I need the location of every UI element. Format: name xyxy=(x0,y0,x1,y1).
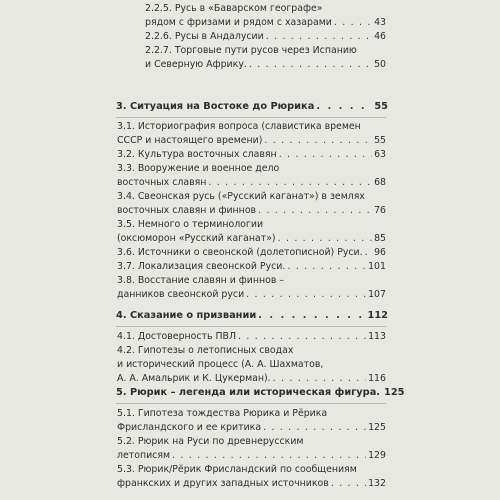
toc-page-number: 76 xyxy=(374,205,386,216)
chapter-divider xyxy=(116,326,386,327)
leader-dots xyxy=(365,246,372,260)
toc-page-number: 85 xyxy=(374,233,386,244)
toc-entry-text: 5.2. Рюрик на Руси по древнерусским xyxy=(117,436,304,447)
toc-entry-text: 2.2.6. Русы в Андалусии xyxy=(145,31,264,42)
toc-entry-text: рядом с фризами и рядом с хазарами xyxy=(145,17,332,28)
leader-dots xyxy=(278,232,372,246)
toc-entry-3-4 xyxy=(117,190,386,204)
chapter-divider xyxy=(116,403,386,404)
toc-entry-3-1 xyxy=(117,120,386,134)
toc-page-number: 50 xyxy=(374,59,386,70)
toc-entry-text: 3.7. Локализация свеонской Руси. xyxy=(117,261,286,272)
leader-dots xyxy=(258,204,372,218)
toc-page-number: 116 xyxy=(368,373,386,384)
toc-entry-text: летописям xyxy=(117,450,171,461)
toc-entry-3-6 xyxy=(117,246,386,260)
toc-chapter-4 xyxy=(116,309,388,323)
toc-page-number: 96 xyxy=(374,247,386,258)
leader-dots xyxy=(249,58,372,72)
toc-entry-text: 3.4. Свеонская русь («Русский каганат») в землях xyxy=(117,191,365,202)
chapter-title: 4. Сказание о призвании xyxy=(116,310,257,321)
toc-page-number: 107 xyxy=(368,289,386,300)
toc-entry-text: и Северную Африку. xyxy=(145,59,247,70)
toc-entry-5-2-cont xyxy=(117,449,386,463)
toc-page-number: 43 xyxy=(374,17,386,28)
toc-page-number: 113 xyxy=(368,331,386,342)
toc-entry-2-2-5 xyxy=(145,2,386,16)
toc-entry-text: данников свеонской руси xyxy=(117,289,245,300)
toc-entry-text: 5.3. Рюрик/Рёрик Фрисландский по сообщениям xyxy=(117,464,357,475)
toc-page-number: 46 xyxy=(374,31,386,42)
leader-dots xyxy=(273,372,366,386)
leader-dots xyxy=(316,100,372,114)
toc-page-number: 125 xyxy=(384,387,405,398)
toc-entry-text: 3.2. Культура восточных славян xyxy=(117,149,277,160)
toc-entry-text: 3.3. Вооружение и военное дело xyxy=(117,163,280,174)
toc-page-number: 55 xyxy=(374,101,388,112)
toc-entry-3-4-cont xyxy=(117,204,386,218)
leader-dots xyxy=(287,260,366,274)
leader-dots xyxy=(208,176,372,190)
toc-entry-text: (оксюморон «Русский каганат») xyxy=(117,233,276,244)
leader-dots xyxy=(238,330,366,344)
toc-page-number: 125 xyxy=(368,422,386,433)
toc-page-number: 132 xyxy=(368,478,386,489)
toc-entry-3-1-cont xyxy=(117,134,386,148)
leader-dots xyxy=(258,309,365,323)
toc-entry-text: 3.1. Историография вопроса (славистика времен xyxy=(117,121,361,132)
toc-entry-text: 4.2. Гипотезы о летописных сводах xyxy=(117,345,294,356)
toc-page-number: 55 xyxy=(374,135,386,146)
toc-page-number: 112 xyxy=(367,310,388,321)
toc-entry-text: 5.1. Гипотеза тождества Рюрика и Рёрика xyxy=(117,408,328,419)
toc-entry-2-2-7 xyxy=(145,44,386,58)
toc-entry-4-2-cont2 xyxy=(117,372,386,386)
toc-entry-4-1 xyxy=(117,330,386,344)
toc-entry-text: 4.1. Достоверность ПВЛ xyxy=(117,331,237,342)
toc-entry-text: франкских и других западных источников xyxy=(117,478,329,489)
toc-entry-text: восточных славян и финнов xyxy=(117,205,257,216)
toc-entry-2-2-5-cont xyxy=(145,16,386,30)
toc-entry-text: Фрисландского и ее критика xyxy=(117,422,262,433)
toc-chapter-5 xyxy=(116,386,405,400)
chapter-title: 5. Рюрик – легенда или историческая фигура. xyxy=(116,387,381,398)
toc-entry-5-3-cont xyxy=(117,477,386,491)
toc-page-number: 68 xyxy=(374,177,386,188)
toc-entry-3-3-cont xyxy=(117,176,386,190)
toc-entry-text: А. А. Амальрик и К. Цукерман). xyxy=(117,373,271,384)
toc-entry-text: 3.6. Источники о свеонской (долетописной) Руси. xyxy=(117,247,363,258)
toc-entry-3-5 xyxy=(117,218,386,232)
toc-entry-text: 2.2.5. Русь в «Баварском географе» xyxy=(145,3,323,14)
toc-entry-text: СССР и настоящего времени) xyxy=(117,135,263,146)
leader-dots xyxy=(264,134,372,148)
toc-entry-text: 3.5. Немного о терминологии xyxy=(117,219,264,230)
toc-entry-5-3 xyxy=(117,463,386,477)
toc-entry-5-1-cont xyxy=(117,421,386,435)
toc-entry-5-1 xyxy=(117,407,386,421)
leader-dots xyxy=(334,16,372,30)
leader-dots xyxy=(266,30,372,44)
leader-dots xyxy=(331,477,366,491)
toc-entry-2-2-7-cont xyxy=(145,58,386,72)
toc-entry-3-8-cont xyxy=(117,288,386,302)
toc-entry-2-2-6 xyxy=(145,30,386,44)
toc-page-number: 101 xyxy=(368,261,386,272)
toc-entry-3-2 xyxy=(117,148,386,162)
toc-entry-3-3 xyxy=(117,162,386,176)
toc-entry-text: 2.2.7. Торговые пути русов через Испанию xyxy=(145,45,357,56)
leader-dots xyxy=(279,148,372,162)
leader-dots xyxy=(263,421,366,435)
leader-dots xyxy=(246,288,366,302)
leader-dots xyxy=(172,449,366,463)
toc-entry-text: 3.8. Восстание славян и финнов – xyxy=(117,275,285,286)
toc-entry-text: и исторический процесс (А. А. Шахматов, xyxy=(117,359,324,370)
toc-page-number: 63 xyxy=(374,149,386,160)
toc-chapter-3 xyxy=(116,100,388,114)
toc-entry-5-2 xyxy=(117,435,386,449)
toc-entry-4-2-cont xyxy=(117,358,386,372)
chapter-divider xyxy=(116,117,386,118)
toc-entry-3-7 xyxy=(117,260,386,274)
toc-entry-4-2 xyxy=(117,344,386,358)
toc-page-number: 129 xyxy=(368,450,386,461)
toc-entry-3-5-cont xyxy=(117,232,386,246)
chapter-title: 3. Ситуация на Востоке до Рюрика xyxy=(116,101,315,112)
toc-entry-3-8 xyxy=(117,274,386,288)
toc-entry-text: восточных славян xyxy=(117,177,207,188)
